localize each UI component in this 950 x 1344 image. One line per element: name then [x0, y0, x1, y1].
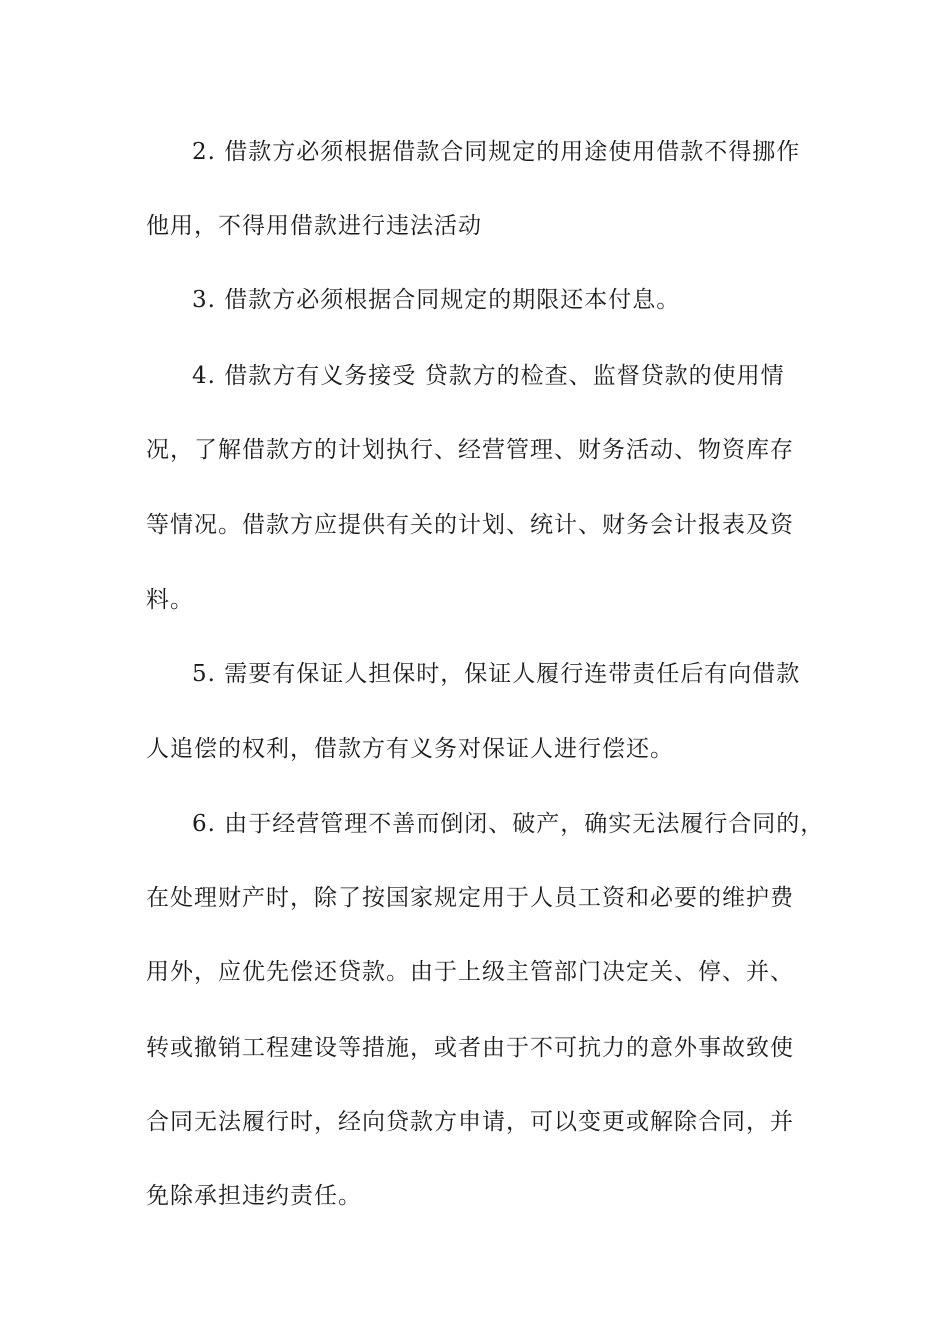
paragraph-5-line-2: 人追偿的权利，借款方有义务对保证人进行偿还。: [146, 736, 674, 762]
paragraph-4-line-3: 等情况。借款方应提供有关的计划、统计、财务会计报表及资: [146, 512, 794, 538]
paragraph-2-line-1: 2. 借款方必须根据借款合同规定的用途使用借款不得挪作: [192, 139, 801, 165]
paragraph-3-line-1: 3. 借款方必须根据合同规定的期限还本付息。: [192, 287, 681, 313]
paragraph-5-line-1: 5. 需要有保证人担保时，保证人履行连带责任后有向借款: [192, 661, 801, 687]
paragraph-6-line-5: 合同无法履行时，经向贷款方申请，可以变更或解除合同，并: [146, 1109, 794, 1135]
paragraph-6-line-3: 用外，应优先偿还贷款。由于上级主管部门决定关、停、并、: [146, 959, 794, 985]
paragraph-2-line-2: 他用，不得用借款进行违法活动: [146, 213, 482, 239]
paragraph-6-line-4: 转或撤销工程建设等措施，或者由于不可抗力的意外事故致使: [146, 1035, 794, 1061]
paragraph-6-line-1: 6. 由于经营管理不善而倒闭、破产，确实无法履行合同的，: [192, 811, 825, 837]
paragraph-6-line-2: 在处理财产时，除了按国家规定用于人员工资和必要的维护费: [146, 885, 794, 911]
paragraph-6-line-6: 免除承担违约责任。: [146, 1183, 362, 1209]
paragraph-4-line-1: 4. 借款方有义务接受 贷款方的检查、监督贷款的使用情: [192, 363, 785, 389]
paragraph-4-line-4: 料。: [146, 587, 194, 613]
paragraph-4-line-2: 况，了解借款方的计划执行、经营管理、财务活动、物资库存: [146, 437, 794, 463]
